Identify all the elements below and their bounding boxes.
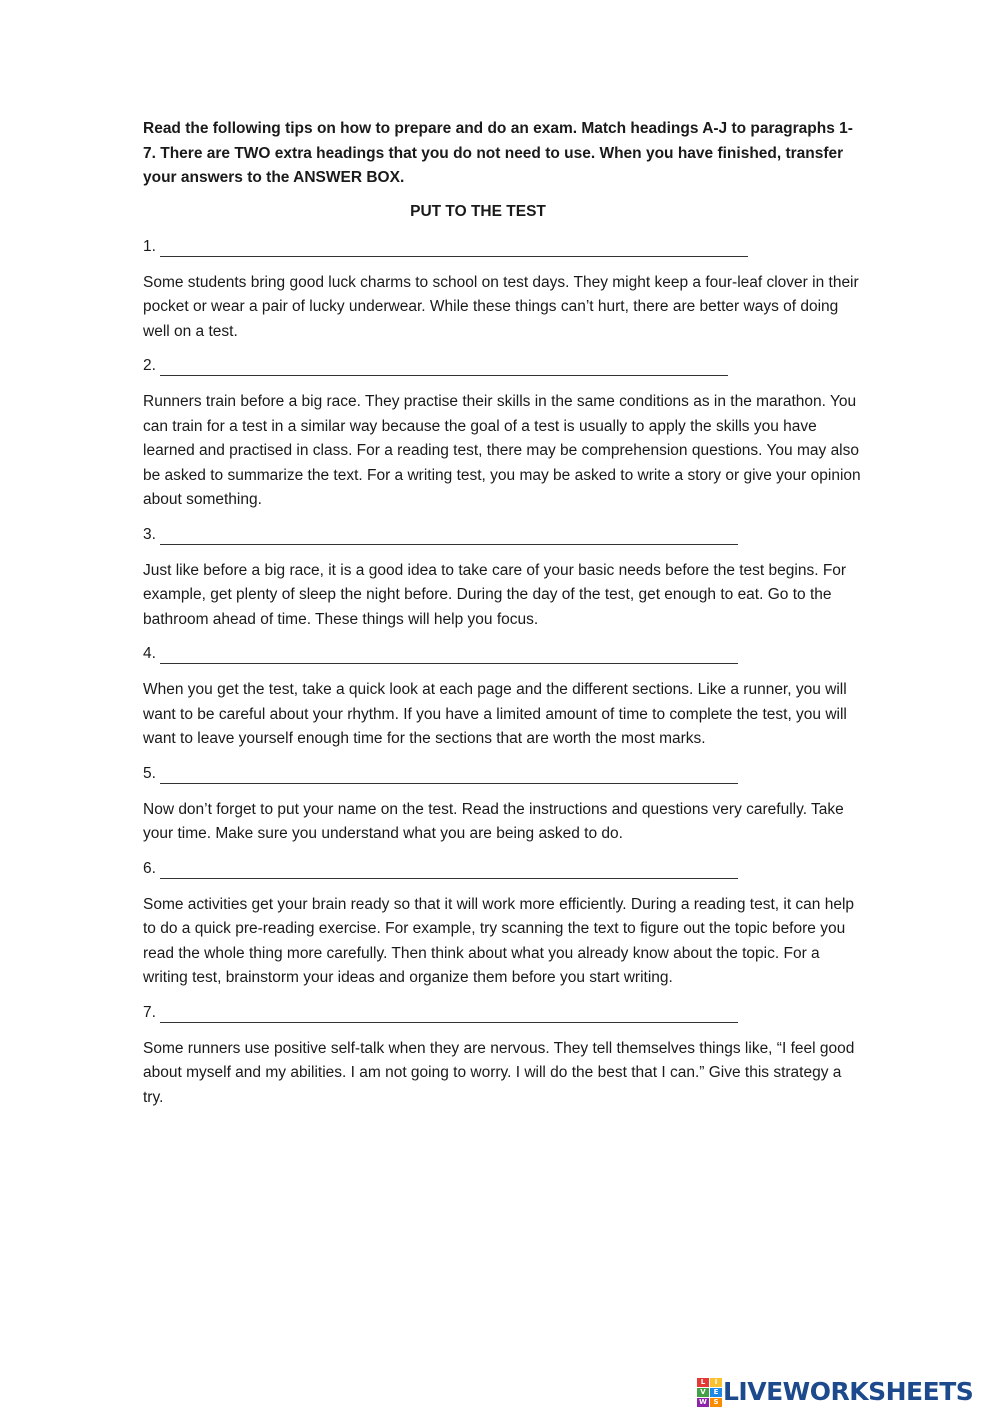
item-number: 7. (143, 1003, 156, 1021)
logo-mark-tile: V (697, 1388, 709, 1397)
heading-blank-2 (143, 356, 863, 376)
item-number: 3. (143, 525, 156, 543)
heading-answer-field[interactable] (160, 769, 738, 784)
paragraph-2: Runners train before a big race. They practise their skills in the same conditions as in the marathon. You can train for a test in a similar way because the goal of a test is usually to apply the skills you have learned and practised in class. For a reading test, there may be comprehension questions. You may also be asked to summarize the text. For a writing test, you may be asked to write a story or give your opinion about something. (143, 393, 861, 508)
paragraph-1: Some students bring good luck charms to school on test days. They might keep a four-leaf clover in their pocket or wear a pair of lucky underwear. While these things can’t hurt, there are better ways of doing well on a test. (143, 273, 859, 340)
heading-blank-5 (143, 764, 863, 784)
heading-blank-4 (143, 644, 863, 664)
heading-blank-7 (143, 1003, 863, 1023)
heading-blank-1 (143, 237, 863, 257)
heading-answer-field[interactable] (160, 361, 728, 376)
heading-blank-6 (143, 859, 863, 879)
paragraph-3: Just like before a big race, it is a good idea to take care of your basic needs before the test begins. For example, get plenty of sleep the night before. During the day of the test, get enough to eat. Go to the bathroom ahead of time. These things will help you focus. (143, 561, 847, 628)
heading-answer-field[interactable] (160, 649, 738, 664)
heading-answer-field[interactable] (160, 242, 748, 257)
logo-mark-tile: S (710, 1398, 722, 1407)
paragraph-4: When you get the test, take a quick look at each page and the different sections. Like a runner, you will want to be careful about your rhythm. If you have a limited amount of time to complete the test, you will want to leave yourself enough time for the sections that are worth the most marks. (143, 681, 847, 747)
heading-answer-field[interactable] (160, 1008, 738, 1023)
item-number: 6. (143, 859, 156, 877)
item-list (143, 237, 863, 1111)
logo-text: LIVEWORKSHEETS (723, 1377, 974, 1406)
worksheet-title: PUT TO THE TEST (410, 202, 546, 220)
item-number: 4. (143, 645, 156, 662)
worksheet-page (143, 117, 863, 1122)
item-number: 5. (143, 764, 156, 782)
item-number: 1. (143, 237, 156, 255)
heading-answer-field[interactable] (160, 530, 738, 545)
heading-blank-3 (143, 525, 863, 545)
heading-answer-field[interactable] (160, 864, 738, 879)
paragraph-7: Some runners use positive self-talk when they are nervous. They tell themselves things like, “I feel good about myself and my abilities. I am not going to worry. I will do the best that I can.” Give this strategy a try. (143, 1039, 855, 1106)
paragraph-5: Now don’t forget to put your name on the test. Read the instructions and questions very carefully. Take your time. Make sure you understand what you are being asked to do. (143, 800, 844, 842)
liveworksheets-logo (697, 1377, 973, 1406)
logo-mark-tile: W (697, 1398, 709, 1407)
logo-mark-tile: E (710, 1388, 722, 1397)
liveworksheets-logo-icon (697, 1378, 721, 1406)
item-number: 2. (143, 357, 156, 374)
instructions-text: Read the following tips on how to prepare and do an exam. Match headings A-J to paragraphs 1-7. There are TWO extra headings that you do not need to use. When you have finished, transfer your answers to the ANSWER BOX. (143, 120, 853, 186)
logo-mark-tile: I (710, 1378, 722, 1387)
paragraph-6: Some activities get your brain ready so that it will work more efficiently. During a reading test, it can help to do a quick pre-reading exercise. For example, try scanning the text to figure out the topic before you read the whole thing more carefully. Then think about what you already know about the topic. For a writing test, brainstorm your ideas and organize them before you start writing. (143, 895, 855, 986)
logo-mark-tile: L (697, 1378, 709, 1387)
